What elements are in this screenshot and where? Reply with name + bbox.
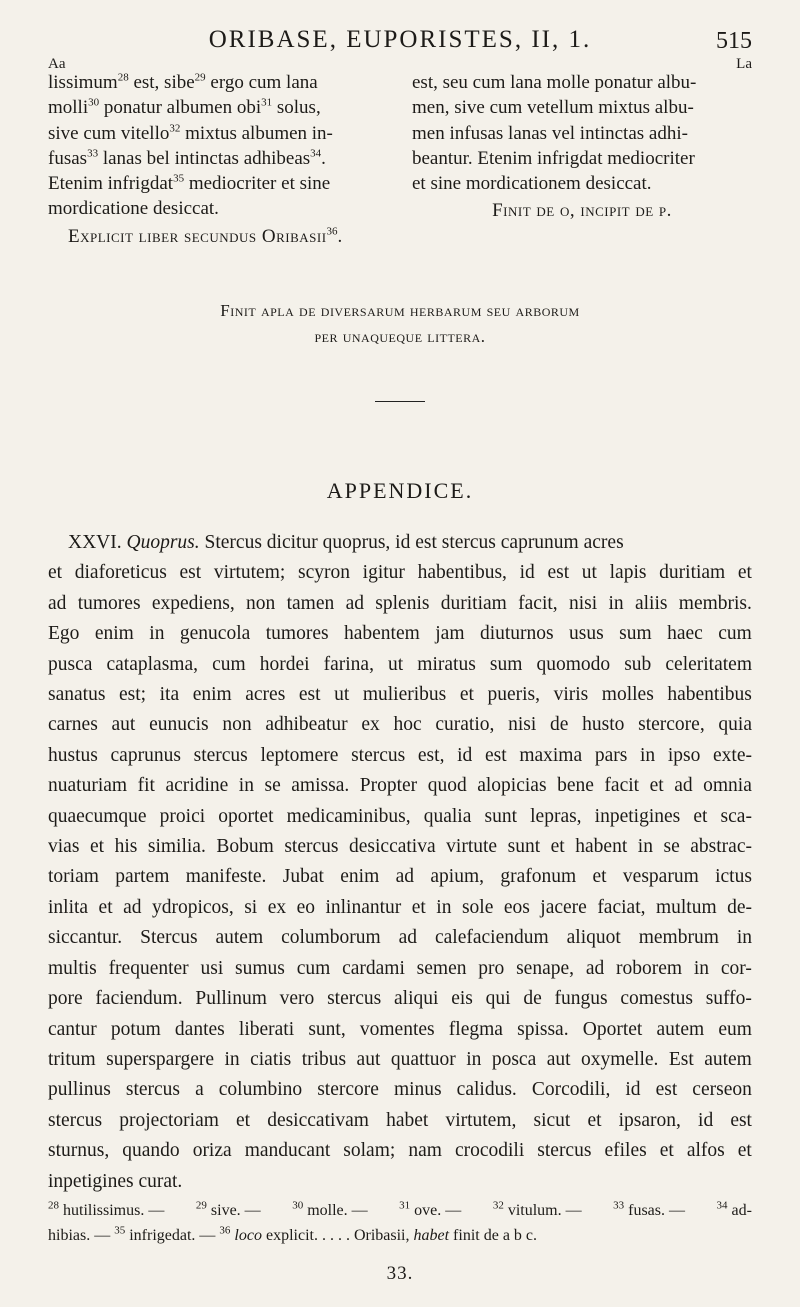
- body-line: Ego enim in genucola tumores habentem jam diuturnos usus sum haec cum: [48, 623, 752, 645]
- body-line: cantur potum dantes liberati sunt, vomentes flegma spissa. Oportet autem eum: [48, 1018, 752, 1040]
- finit-de-o: Finit de o, incipit de p.: [492, 200, 672, 222]
- body-line: pore faciendum. Pullinum vero stercus aliqui eis qui de fungus comestus suffo-: [48, 988, 752, 1010]
- body-line: inlita et ad ydropicos, si ex eo inlinantur et in sole eos jacere faciat, multum de-: [48, 896, 752, 918]
- left-line: molli$^{30}$ ponatur albumen obi$^{31}$ solus,: [48, 96, 321, 119]
- footnote-line: hibias. — $^{35}$ infrigedat. — $^{36}$ loco explicit. . . . . Oribasii, habet finit de a b c.: [48, 1224, 538, 1244]
- body-line: nuaturiam fit acridine in se amissa. Propter quod alopicias bene facit et ad omnia: [48, 775, 752, 797]
- left-column: [48, 70, 388, 249]
- chapter-number: XXVI.: [68, 532, 122, 553]
- body-line: pusca cataplasma, cum hordei farina, ut miratus sum quomodo sub celeritatem: [48, 653, 752, 675]
- footnote-entry: $^{33}$ fusas. —: [613, 1199, 686, 1219]
- body-line: tritum superspargere in ciatis tribus aut quattuor in posca aut oxymelle. Est autem: [48, 1048, 752, 1070]
- body-line: vias et his similia. Bobum stercus desiccativa virtute sunt et habent in se abstrac-: [48, 836, 752, 858]
- footnote-entry: $^{32}$ vitulum. —: [492, 1199, 582, 1219]
- body-line: stercus projectoriam et desiccativam habet virtutem, sicut et ipsaron, id est: [48, 1109, 752, 1131]
- footnote-entry: $^{29}$ sive. —: [195, 1199, 261, 1219]
- finit-apla-line-1: Finit apla de diversarum herbarum seu arborum: [220, 301, 580, 320]
- left-line: mordicatione desiccat.: [48, 198, 219, 220]
- footnote-entry: $^{31}$ ove. —: [399, 1199, 462, 1219]
- left-line: Etenim infrigdat$^{35}$ mediocriter et sine: [48, 172, 331, 195]
- running-title: ORIBASE, EUPORISTES, II, 1.: [208, 26, 592, 53]
- siglum-right: La: [736, 56, 752, 72]
- right-line: beantur. Etenim infrigdat mediocriter: [412, 147, 695, 169]
- right-line: est, seu cum lana molle ponatur albu-: [412, 72, 697, 93]
- left-line: sive cum vitello$^{32}$ mixtus albumen in-: [48, 122, 333, 144]
- chapter-title: Quoprus.: [126, 532, 200, 553]
- page-number: 515: [716, 28, 752, 54]
- running-head: [0, 26, 800, 56]
- body-line: toriam partem manifeste. Jubat enim ad apium, grafonum et vesparum ictus: [48, 866, 752, 888]
- siglum-left: Aa: [48, 56, 66, 72]
- finit-apla-line-2: per unaqueque littera.: [314, 327, 486, 346]
- right-column: [412, 70, 752, 224]
- body-line: ad tumores expediens, non tamen ad splenis duritiam facit, nisi in aliis membris.: [48, 592, 752, 614]
- body-line: quaecumque proici oportet medicaminibus, qualia sunt lepras, inpetigines et sca-: [48, 805, 752, 827]
- body-line-last: inpetigines curat.: [48, 1170, 183, 1192]
- body-line: XXVI. Quoprus. Stercus dicitur quoprus, id est stercus caprunum acres: [48, 528, 752, 558]
- right-line: men infusas lanas vel intinctas adhi-: [412, 122, 688, 144]
- body-line: sturnus, quando oriza manducant solam; nam crocodili stercus efiles et alfos et: [48, 1140, 752, 1162]
- body-line: et diaforeticus est virtutem; scyron igitur habentibus, id est ut lapis duritiam et: [48, 562, 752, 584]
- body-line: carnes aut eunucis non adhibeatur ex hoc curatio, nisi de husto stercore, quia: [48, 714, 752, 736]
- body-line: multis frequenter usi sumus cum cardami semen pro senape, ad roborem in cor-: [48, 957, 752, 979]
- footnote-entry: $^{34}$ ad-: [716, 1199, 752, 1219]
- body-line: pullinus stercus a columbino stercore minus calidus. Corcodili, id est cerseon: [48, 1079, 752, 1101]
- left-line: fusas$^{33}$ lanas bel intinctas adhibeas$^{34}$.: [48, 147, 326, 169]
- appendix-heading: APPENDICE.: [326, 478, 474, 503]
- explicit-line: Explicit liber secundus Oribasii$^{36}$.: [68, 225, 343, 247]
- appendix-body: [48, 528, 752, 1197]
- footnote-entry: $^{28}$ hutilissimus. —: [48, 1199, 165, 1219]
- body-line: siccantur. Stercus autem columborum ad calefaciendum aliquot membrum in: [48, 927, 752, 949]
- left-line: lissimum$^{28}$ est, sibe$^{29}$ ergo cum lana: [48, 71, 318, 93]
- separator-rule: [375, 401, 425, 402]
- footnote-entry: $^{30}$ molle. —: [292, 1199, 368, 1219]
- footnotes: [48, 1198, 752, 1248]
- right-line: men, sive cum vetellum mixtus albu-: [412, 97, 694, 119]
- finit-apla: [48, 298, 752, 350]
- body-line: hustus caprunus stercus leptomere stercus est, id est maxima pars in ipso exte-: [48, 744, 752, 766]
- sheet-signature: 33.: [386, 1263, 414, 1284]
- right-line: et sine mordicationem desiccat.: [412, 173, 652, 195]
- footnote-line: [48, 1198, 752, 1223]
- body-line: sanatus est; ita enim acres est ut mulieribus et pueris, viris molles habentibus: [48, 684, 752, 706]
